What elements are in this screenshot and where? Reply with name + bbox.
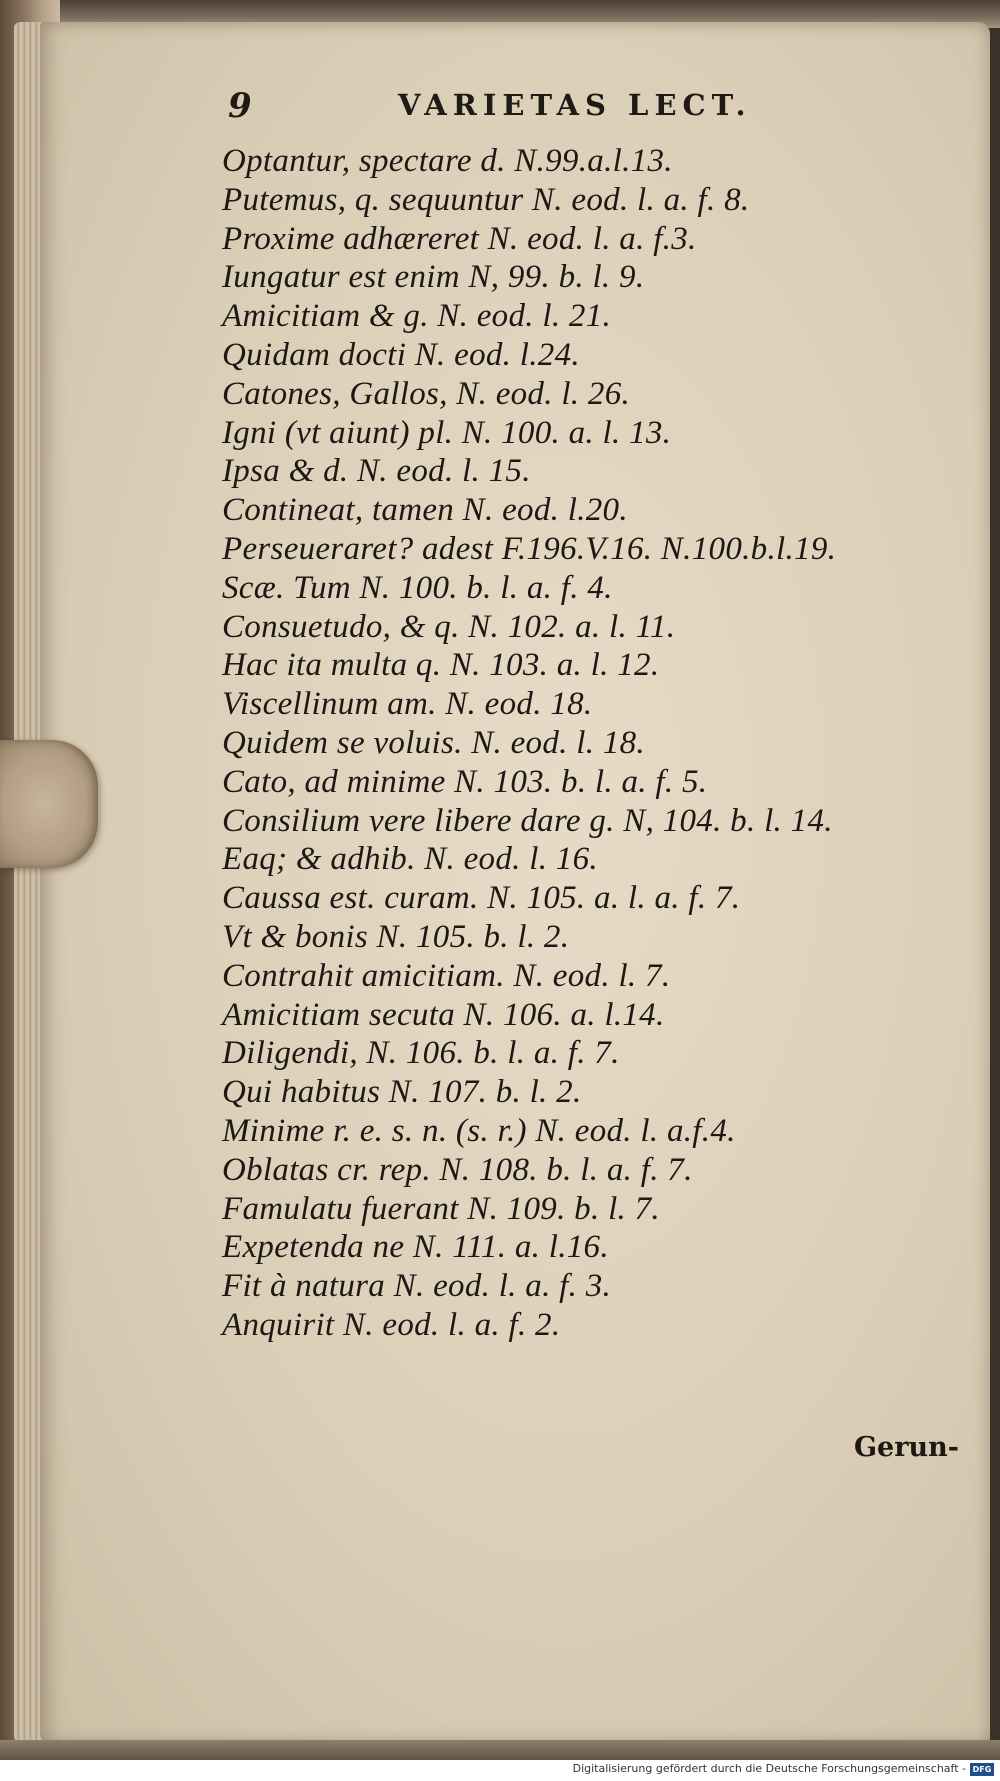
errata-entry: Proxime adhæreret N. eod. l. a. f.3.: [222, 220, 697, 257]
errata-entry: Vt & bonis N. 105. b. l. 2.: [222, 918, 570, 955]
errata-entry: Catones, Gallos, N. eod. l. 26.: [222, 375, 631, 412]
errata-entry: Quidem se voluis. N. eod. l. 18.: [222, 724, 645, 761]
digitization-footer: [0, 1760, 1000, 1781]
errata-entry: Viscellinum am. N. eod. 18.: [222, 686, 593, 723]
errata-entry: Eaq; & adhib. N. eod. l. 16.: [222, 841, 598, 878]
errata-entry: Caussa est. curam. N. 105. a. l. a. f. 7.: [222, 880, 741, 917]
errata-entry: Putemus, q. sequuntur N. eod. l. a. f. 8.: [222, 181, 750, 218]
footer-credit: Digitalisierung gefördert durch die Deutsche Forschungsgemeinschaft -: [572, 1762, 966, 1775]
errata-entry: Contrahit amicitiam. N. eod. l. 7.: [222, 957, 671, 994]
errata-entry: Contineat, tamen N. eod. l.20.: [222, 492, 628, 529]
errata-entry: Oblatas cr. rep. N. 108. b. l. a. f. 7.: [222, 1151, 693, 1188]
errata-entry: Igni (vt aiunt) pl. N. 100. a. l. 13.: [222, 414, 672, 451]
errata-entry: Amicitiam secuta N. 106. a. l.14.: [222, 996, 665, 1033]
errata-entry: Cato, ad minime N. 103. b. l. a. f. 5.: [222, 763, 708, 800]
running-title: VARIETAS LECT.: [398, 88, 752, 122]
errata-entry: Consilium vere libere dare g. N, 104. b. l. 14.: [222, 802, 833, 839]
errata-entry: Optantur, spectare d. N.99.a.l.13.: [222, 143, 673, 179]
errata-entry: Amicitiam & g. N. eod. l. 21.: [222, 298, 612, 335]
errata-entry: Perseueraret? adest F.196.V.16. N.100.b.l.19.: [222, 530, 837, 567]
errata-entry: Diligendi, N. 106. b. l. a. f. 7.: [222, 1035, 620, 1072]
errata-entry: Quidam docti N. eod. l.24.: [222, 336, 580, 373]
errata-entry: Iungatur est enim N, 99. b. l. 9.: [222, 259, 645, 296]
page-number: 9: [228, 86, 253, 126]
errata-list: [222, 142, 982, 1345]
page-header: [228, 86, 948, 132]
errata-entry: Expetenda ne N. 111. a. l.16.: [222, 1229, 609, 1266]
errata-entry: Qui habitus N. 107. b. l. 2.: [222, 1074, 582, 1111]
errata-entry: Consuetudo, & q. N. 102. a. l. 11.: [222, 608, 676, 645]
errata-entry: Anquirit N. eod. l. a. f. 2.: [222, 1306, 561, 1343]
clasp-image: [0, 740, 98, 868]
errata-entry: Minime r. e. s. n. (s. r.) N. eod. l. a.f.4.: [222, 1112, 736, 1149]
errata-entry: Hac ita multa q. N. 103. a. l. 12.: [222, 647, 660, 684]
book-bottom-edge: [0, 1740, 1000, 1760]
catchword: Gerun-: [854, 1432, 959, 1463]
errata-entry: Scæ. Tum N. 100. b. l. a. f. 4.: [222, 569, 613, 606]
errata-entry: Famulatu fuerant N. 109. b. l. 7.: [222, 1190, 660, 1227]
errata-entry: Fit à natura N. eod. l. a. f. 3.: [222, 1268, 612, 1305]
dfg-logo-icon: DFG: [970, 1763, 994, 1776]
errata-entry: Ipsa & d. N. eod. l. 15.: [222, 453, 531, 490]
